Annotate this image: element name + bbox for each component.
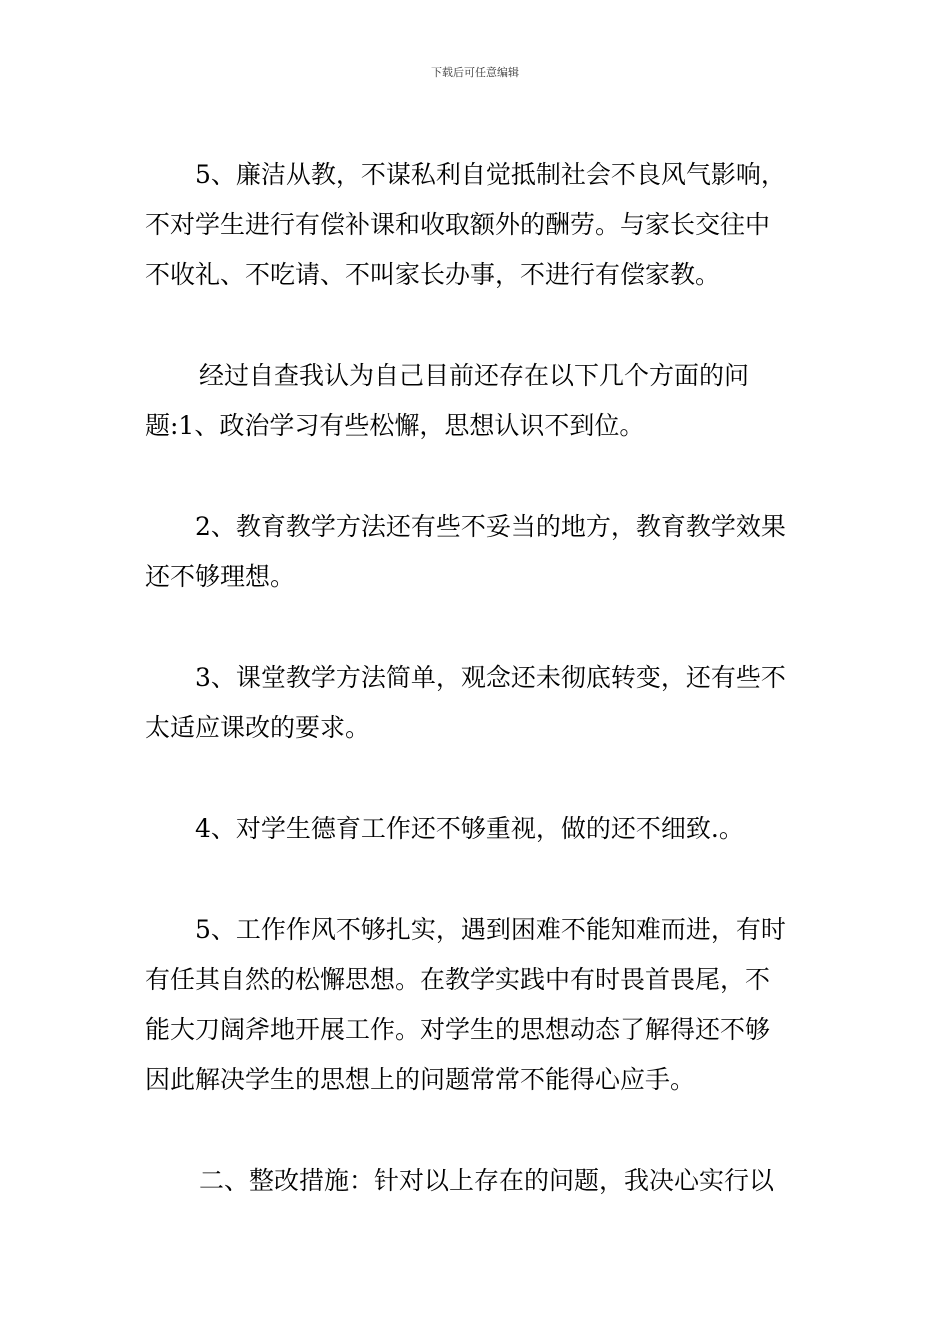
paragraph-line: 有任其自然的松懈思想。在教学实践中有时畏首畏尾，不 bbox=[145, 965, 771, 994]
paragraph-line: 不对学生进行有偿补课和收取额外的酬劳。与家长交往中 bbox=[145, 210, 771, 239]
paragraph-issue-5 bbox=[145, 905, 810, 1105]
paragraph-issue-3 bbox=[145, 653, 810, 753]
document-body bbox=[145, 150, 810, 1257]
paragraph-issue-4 bbox=[145, 804, 810, 854]
paragraph-self-check bbox=[145, 351, 810, 451]
paragraph-line: 不收礼、不吃请、不叫家长办事，不进行有偿家教。 bbox=[145, 260, 721, 289]
page-header: 下载后可任意编辑 bbox=[431, 66, 519, 79]
paragraph-line: 3、课堂教学方法简单，观念还未彻底转变，还有些不 bbox=[195, 663, 786, 692]
paragraph-line: 题:1、政治学习有些松懈，思想认识不到位。 bbox=[145, 411, 645, 440]
paragraph-line: 还不够理想。 bbox=[145, 562, 296, 591]
paragraph-line: 太适应课改的要求。 bbox=[145, 713, 371, 742]
paragraph-issue-2 bbox=[145, 502, 810, 602]
paragraph-line: 4、对学生德育工作还不够重视，做的还不细致.。 bbox=[195, 814, 744, 843]
paragraph-line: 5、廉洁从教，不谋私利自觉抵制社会不良风气影响， bbox=[195, 160, 786, 189]
paragraph-rectification bbox=[145, 1156, 810, 1206]
paragraph-line: 因此解决学生的思想上的问题常常不能得心应手。 bbox=[145, 1065, 696, 1094]
paragraph-line: 2、教育教学方法还有些不妥当的地方，教育教学效果 bbox=[195, 512, 786, 541]
paragraph-line: 能大刀阔斧地开展工作。对学生的思想动态了解得还不够 bbox=[145, 1015, 771, 1044]
paragraph-line: 5、工作作风不够扎实，遇到困难不能知难而进，有时 bbox=[195, 915, 786, 944]
paragraph-line: 二、整改措施：针对以上存在的问题，我决心实行以 bbox=[199, 1166, 775, 1195]
paragraph-line: 经过自查我认为自己目前还存在以下几个方面的问 bbox=[199, 361, 750, 390]
paragraph-integrity bbox=[145, 150, 810, 300]
